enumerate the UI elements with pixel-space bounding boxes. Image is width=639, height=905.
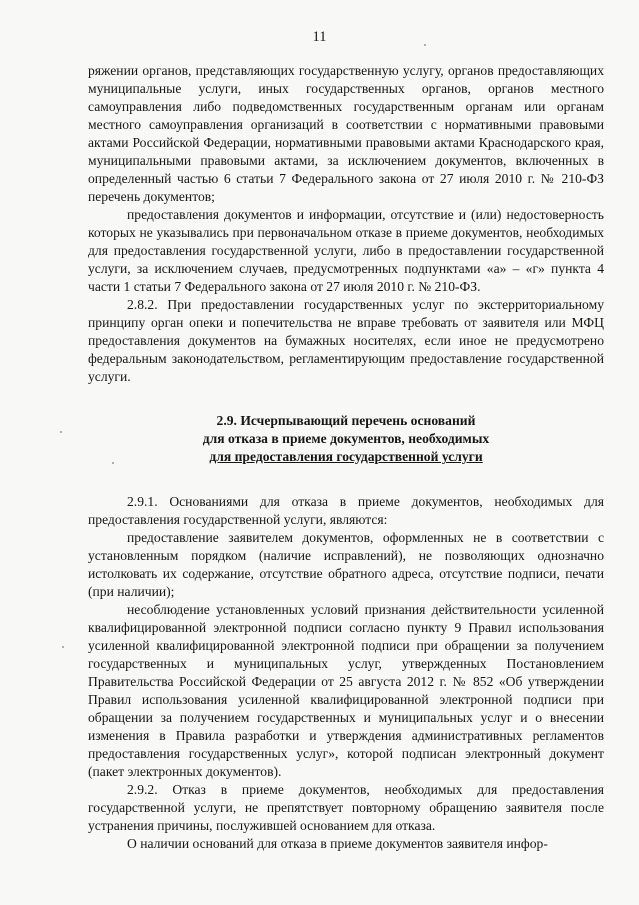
section-heading-2-9 (88, 412, 604, 467)
paragraph-documents-info: предоставления документов и информации, отсутствие и (или) недостоверность которых не указывались при первоначальном отказе в приеме документов, необходимых для предоставления государственной услуги, либо в предоставлении государственной услуги, за исключением случаев, предусмотренных подпунктами «а» – «г» пункта 4 части 1 статьи 7 Федерального закона от 27 июля 2010 г. № 210-ФЗ. (88, 207, 604, 294)
scan-speck (424, 44, 426, 46)
paragraph-2-8-2: 2.8.2. При предоставлении государственных услуг по экстерриториальному принципу орган опеки и попечительства не вправе требовать от заявителя или МФЦ предоставления документов на бумажных носителях, если иное не предусмотрено федеральным законодательством, регламентирующим предоставление государственной услуги. (88, 297, 604, 384)
paragraph-signature-conditions: несоблюдение установленных условий признания действительности усиленной квалифицированной электронной подписи согласно пункту 9 Правил использования усиленной квалифицированной электронной подписи при обращении за получением государственных и муниципальных услуг, утвержденных Постановлением Правительства Российской Федерации от 25 августа 2012 г. № 852 «Об утверждении Правил использования усиленной квалифицированной электронной подписи при обращении за получением государственных и муниципальных услуг и о внесении изменения в Правила разработки и утверждения административных регламентов предоставления государственных услуг», которой подписан электронный документ (пакет электронных документов). (88, 601, 604, 779)
scan-speck (112, 462, 114, 464)
scan-speck (60, 431, 62, 433)
heading-line-1: 2.9. Исчерпывающий перечень оснований (216, 413, 476, 428)
paragraph-notification: О наличии оснований для отказа в приеме документов заявителя инфор- (127, 835, 548, 851)
paragraph-improper-docs: предоставление заявителем документов, оформленных не в соответствии с установленным порядком (наличие исправлений), не позволяющих однозначно истолковать их содержание, отсутствие обратного адреса, отсутствие подписи, печати (при наличии); (88, 529, 604, 599)
heading-line-2: для отказа в приеме документов, необходимых (202, 431, 490, 447)
paragraph-continuation: ряжении органов, представляющих государственную услугу, органов предоставляющих муниципальные услуги, иных государственных органов, органов местного самоуправления либо подведомственных государственным органам или органам местного самоуправления организаций в соответствии с нормативными правовыми актами Российской Федерации, нормативными правовыми актами Краснодарского края, муниципальными правовыми актами, за исключением документов, включенных в определенный частью 6 статьи 7 Федерального закона от 27 июля 2010 г. № 210-ФЗ перечень документов; (88, 63, 604, 204)
scan-speck (62, 646, 64, 648)
page-number: 11 (312, 29, 327, 45)
paragraph-2-9-1: 2.9.1. Основаниями для отказа в приеме документов, необходимых для предоставления государственной услуги, являются: (88, 493, 604, 527)
paragraph-2-9-2: 2.9.2. Отказ в приеме документов, необходимых для предоставления государственной услуги, не препятствует повторному обращению заявителя после устранения причины, послужившей основанием для отказа. (88, 781, 604, 833)
document-body (88, 62, 604, 853)
heading-line-3: для предоставления государственной услуги (209, 449, 483, 465)
